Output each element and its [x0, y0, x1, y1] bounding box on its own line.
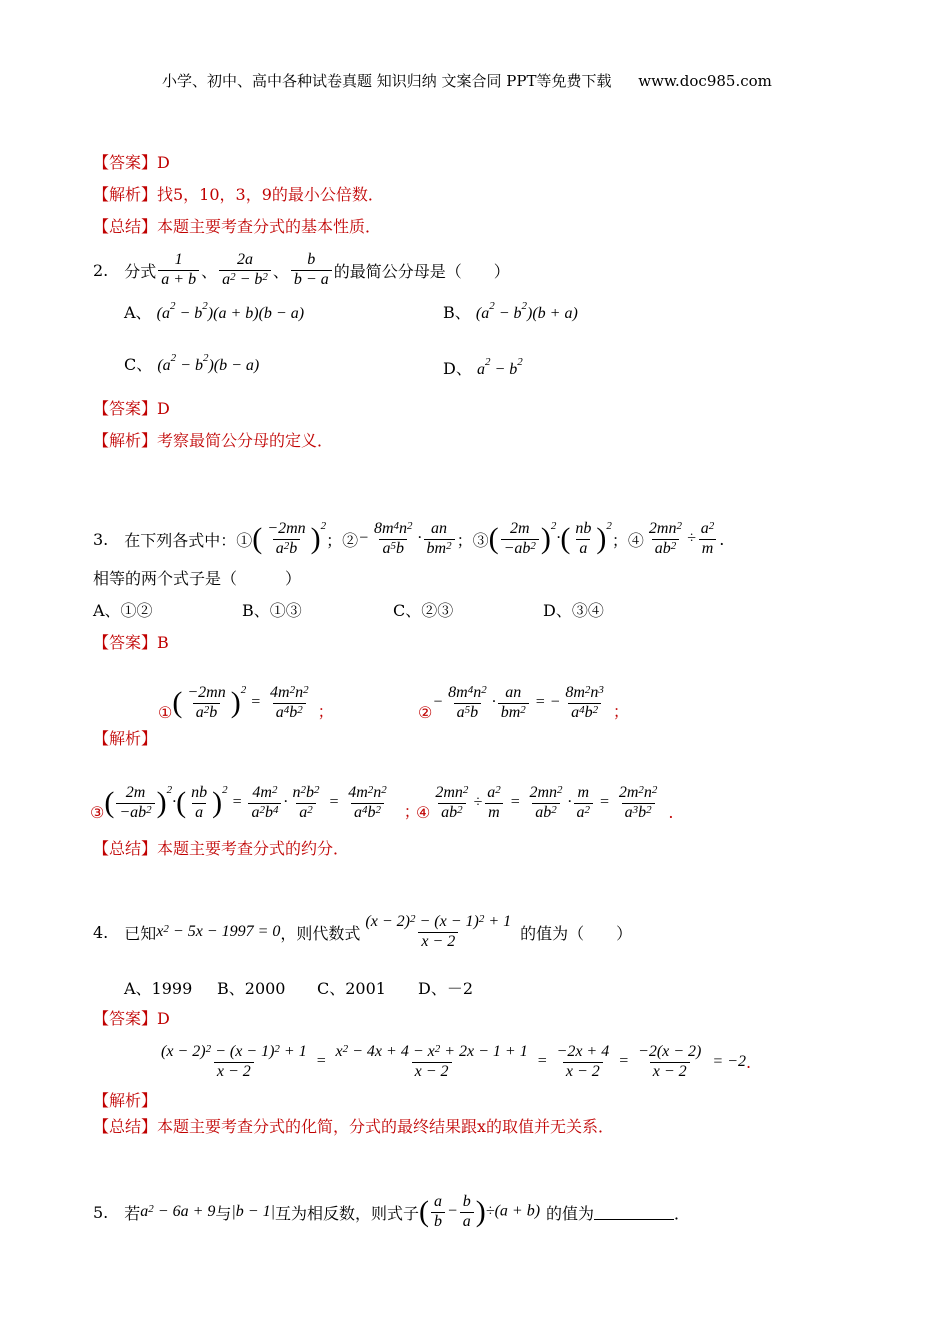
q3-end: . — [719, 529, 725, 549]
q3-work-2-mark: ② — [418, 703, 433, 722]
q3-work-4-dot: . — [668, 803, 674, 822]
q3-work-4-expr: $\frac{2mn^2}{ab^2}$ ÷ $\frac{a^2}{m}$ = $\frac{2mn^2}{ab^2}$ · $\frac{m}{a^2}$ = $\frac{2m^2n^2}{a^3b^2}$ — [435, 784, 658, 821]
q3-summary: 【总结】本题主要考查分式的约分． — [93, 839, 350, 858]
q3-work-3-expr: ( $\frac{2m}{-ab^2}$ )$^2$·( $\frac{nb}{a}$ )$^2$ = $\frac{4m^2}{a^2b^4}$ · $\frac{n^2b^2}{a^2}$ = $\frac{4m^2n^2}{a^4b^2}$ — [104, 784, 387, 821]
q5-stem-prefix: 若 — [124, 1203, 141, 1223]
q4-stem-prefix: 已知 — [124, 923, 157, 943]
q3-analysis-label: 【解析】 — [93, 729, 158, 748]
q4-expression: $\frac{(x - 2)^2 - (x - 1)^2 + 1}{x - 2}$ — [365, 913, 512, 950]
q5-expr-1: $a^2 - 6a + 9$ — [140, 1203, 216, 1220]
q2-sep-1: 、 — [201, 261, 218, 281]
q3-stem-text: 在下列各式中：① — [124, 530, 253, 550]
q4-work-result: = −2 — [712, 1053, 746, 1070]
q2-option-b-expr: $(a^2 - b^2)(b + a)$ — [475, 300, 578, 322]
q5-expr-3: ( $\frac{a}{b}$ − $\frac{b}{a}$ )÷(a + b) — [419, 1193, 541, 1230]
header-site[interactable]: www.doc985.com — [638, 72, 772, 90]
q1-summary: 【总结】本题主要考查分式的基本性质． — [93, 217, 382, 236]
q3-mark-4: ；④ — [611, 530, 644, 550]
q3-work-3-mark: ③ — [90, 803, 105, 822]
q3-work-2-expr: − $\frac{8m^4n^2}{a^5b}$ · $\frac{an}{bm^2}$ = − $\frac{8m^2n^3}{a^4b^2}$ — [432, 684, 604, 721]
q3-work-3-semi: ； — [403, 802, 420, 821]
q5-expr-2: |b − 1| — [231, 1203, 275, 1220]
q4-stem-suffix: 的值为（ ） — [520, 923, 633, 943]
q3-stem-2: 相等的两个式子是（ ） — [93, 569, 302, 588]
q2-fraction-3: $\frac{b}{b - a}$ — [291, 251, 332, 289]
q2-analysis: 【解析】考察最简公分母的定义． — [93, 431, 334, 450]
q1-answer: 【答案】D — [93, 153, 170, 172]
q2-option-d — [443, 356, 523, 379]
q3-work-2 — [418, 662, 629, 722]
q2-option-c-label: C、 — [124, 355, 153, 374]
q2-fraction-1: $\frac{1}{a + b}$ — [158, 251, 199, 289]
q3-work-1-semi: ； — [317, 702, 334, 721]
q2-option-d-label: D、 — [443, 359, 472, 378]
q3-work-3 — [90, 760, 420, 822]
q5-stem-mid-2: 互为相反数，则式子 — [274, 1203, 419, 1223]
q2-fraction-2: $\frac{2a}{a^2 - b^2}$ — [219, 251, 271, 289]
q3-work-1 — [158, 662, 334, 722]
q5-stem-suffix: 的值为 — [546, 1203, 595, 1223]
q4-analysis-label: 【解析】 — [93, 1091, 158, 1110]
q3-answer: 【答案】B — [93, 633, 169, 652]
q4-choice-c: C、2001 — [317, 979, 386, 998]
q4-stem — [93, 900, 632, 964]
q3-mark-3: ；③ — [456, 530, 489, 550]
q2-option-a — [124, 300, 304, 323]
q2-number: 2. — [93, 260, 109, 280]
q2-sep-2: 、 — [272, 261, 289, 281]
q3-choice-c: C、②③ — [393, 601, 454, 620]
q3-expr-3: ( $\frac{2m}{-ab^2}$ )$^2$·( $\frac{nb}{a}$ )$^2$ — [488, 520, 612, 557]
q2-option-d-expr: $a^2 - b^2$ — [476, 356, 523, 378]
q5-stem-mid-1: 与 — [215, 1203, 232, 1223]
q4-summary: 【总结】本题主要考查分式的化简，分式的最终结果跟x的取值并无关系． — [93, 1117, 615, 1136]
q5-end: ． — [674, 1203, 691, 1223]
q3-expr-2: − $\frac{8m^4n^2}{a^5b}$ · $\frac{an}{bm^2}$ — [358, 520, 456, 558]
q5-stem — [93, 1182, 690, 1242]
q5-number: 5. — [93, 1202, 109, 1222]
q3-choice-a: A、①② — [93, 601, 153, 620]
q3-choice-d: D、③④ — [543, 601, 604, 620]
q3-expr-4: $\frac{2mn^2}{ab^2}$ ÷ $\frac{a^2}{m}$ — [644, 520, 719, 558]
q2-option-a-label: A、 — [124, 303, 152, 322]
q4-work — [156, 1036, 751, 1088]
page-header — [162, 70, 772, 91]
q3-work-1-expr: ( $\frac{-2mn}{a^2b}$ )$^2$ = $\frac{4m^2n^2}{a^4b^2}$ — [172, 684, 309, 721]
q4-answer: 【答案】D — [93, 1009, 170, 1028]
q2-option-a-expr: $(a^2 - b^2)(a + b)(b - a)$ — [156, 300, 305, 322]
q5-answer-blank[interactable] — [594, 1205, 674, 1220]
q3-work-1-mark: ① — [158, 703, 173, 722]
q2-answer: 【答案】D — [93, 399, 170, 418]
q3-expr-1: ( $\frac{-2mn}{a^2b}$ )$^2$ — [252, 520, 327, 557]
q2-option-b-label: B、 — [443, 303, 471, 322]
q4-choice-a: A、1999 — [124, 979, 193, 998]
q3-choice-b: B、①③ — [242, 601, 302, 620]
q2-stem-prefix: 分式 — [124, 261, 157, 281]
q2-stem — [93, 240, 510, 300]
q2-option-b — [443, 300, 578, 323]
q4-number: 4. — [93, 922, 109, 942]
q4-work-dot: . — [745, 1052, 752, 1072]
q4-choice-d: D、－2 — [418, 979, 474, 998]
q2-stem-suffix: 的最简公分母是（ ） — [333, 261, 510, 281]
q2-option-c-expr: $(a^2 - b^2)(b - a)$ — [157, 352, 260, 374]
q4-condition-expr: $x^2 - 5x - 1997 = 0$ — [156, 923, 281, 940]
q1-analysis: 【解析】找5，10，3，9的最小公倍数． — [93, 185, 384, 204]
q3-number: 3. — [93, 529, 109, 549]
q4-work-expr: $\frac{(x - 2)^2 - (x - 1)^2 + 1}{x - 2}$ = $\frac{x^2 - 4x + 4 - x^2 + 2x - 1 + 1}{x - 2}$ = $\frac{-2x + 4}{x - 2}$ = $\frac{-2(x - 2)}{x - 2}$ — [161, 1043, 702, 1080]
header-title: 小学、初中、高中各种试卷真题 知识归纳 文案合同 PPT等免费下载 — [162, 72, 612, 90]
q4-choice-b: B、2000 — [217, 979, 286, 998]
q2-option-c — [124, 352, 259, 375]
q3-mark-2: ；② — [326, 530, 359, 550]
q3-work-4-mark: ④ — [416, 803, 431, 822]
q3-work-2-semi: ； — [612, 702, 629, 721]
q3-work-4 — [416, 760, 674, 822]
q4-stem-mid: ，则代数式 — [280, 923, 361, 943]
